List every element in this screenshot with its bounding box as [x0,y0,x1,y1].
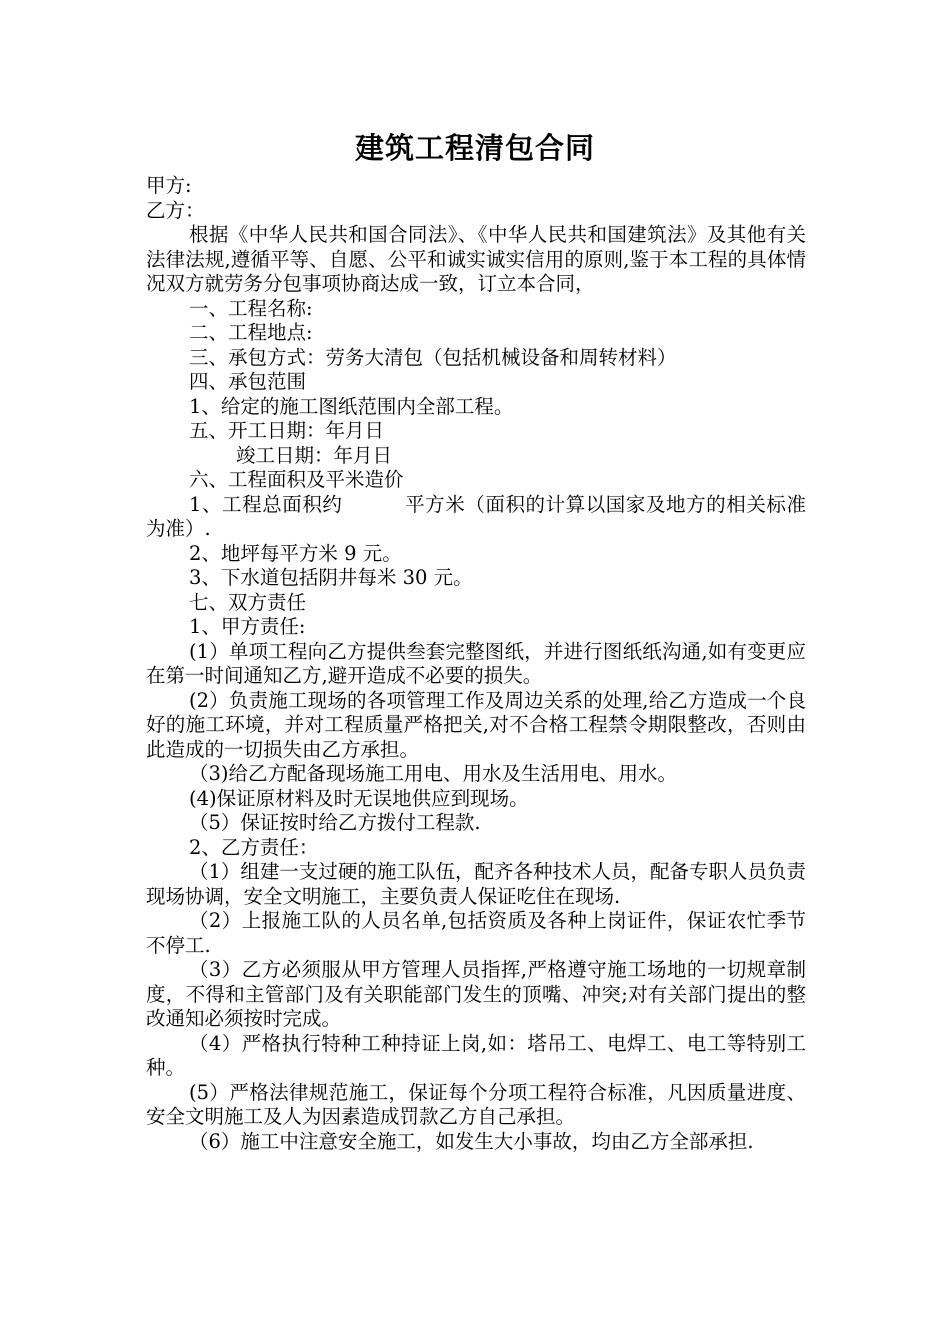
preamble-paragraph: 根据《中华人民共和国合同法》、《中华人民共和国建筑法》及其他有关法律法规,遵循平等、自愿、公平和诚实诚实信用的原则,鉴于本工程的具体情况双方就劳务分包事项协商达成一致，订立本合同， [146,223,806,295]
party-b-line: 乙方： [146,198,205,222]
area-item-1 [146,493,806,542]
area-item-3: 3、下水道包括阴井每米 30 元。 [189,566,473,589]
party-b-item-4: （4）严格执行特种工种持证上岗,如：塔吊工、电焊工、电工等特别工种。 [146,1031,806,1079]
completion-date: 竣工日期：年月日 [236,443,393,467]
party-a-item-2: (2）负责施工现场的各项管理工作及周边关系的处理,给乙方造成一个良好的施工环境，并对工程质量严格把关,对不合格工程禁令期限整改，否则由此造成的一切损失由乙方承担。 [146,688,806,761]
section-start-date: 五、开工日期：年月日 [189,419,385,442]
party-b-item-1: （1）组建一支过硬的施工队伍，配齐各种技术人员，配备专职人员负责现场协调，安全文明施工，主要负责人保证吃住在现场. [146,860,806,908]
party-a-item-3: （3)给乙方配备现场施工用电、用水及生活用电、用水。 [189,762,678,785]
party-a-item-4: (4)保证原材料及时无误地供应到现场。 [189,786,529,810]
section-responsibilities: 七、双方责任 [189,590,307,614]
area-item-2: 2、地坪每平方米 9 元。 [189,541,402,565]
party-b-item-3: （3）乙方必须服从甲方管理人员指挥,严格遵守施工场地的一切规章制度，不得和主管部门及有关职能部门发生的顶嘴、冲突;对有关部门提出的整改通知必须按时完成。 [146,958,806,1030]
area-item-1-suffix: 平方米（面积的计算以国家及地方的相关标准为准）. [146,492,806,540]
document-title: 建筑工程清包合同 [354,131,595,165]
scope-item-1: 1、给定的施工图纸范围内全部工程。 [189,394,514,418]
party-b-item-2: （2）上报施工队的人员名单,包括资质及各种上岗证件，保证农忙季节不停工. [146,909,806,957]
party-b-responsibility-heading: 2、乙方责任： [189,835,319,859]
contract-body [146,174,806,1154]
section-area-price: 六、工程面积及平米造价 [189,468,404,491]
party-a-line: 甲方: [146,174,192,197]
party-b-item-6: （6）施工中注意安全施工，如发生大小事故，均由乙方全部承担. [189,1129,754,1153]
section-project-location: 二、工程地点: [189,321,313,344]
party-b-item-5: (5）严格法律规范施工，保证每个分项工程符合标准，凡因质量进度、安全文明施工及人为因素造成罚款乙方自己承担。 [146,1080,806,1128]
section-contract-scope: 四、承包范围 [189,370,307,393]
section-project-name: 一、工程名称: [189,296,313,320]
area-item-1-prefix: 1、工程总面积约 [189,492,343,516]
party-a-item-5: （5）保证按时给乙方拨付工程款. [189,811,481,834]
party-a-responsibility-heading: 1、甲方责任: [189,615,306,638]
section-contract-method: 三、承包方式：劳务大清包（包括机械设备和周转材料） [189,345,677,369]
party-a-item-1: (1）单项工程向乙方提供叁套完整图纸，并进行图纸纸沟通,如有变更应在第一时间通知乙方,避开造成不必要的损失。 [146,639,806,687]
